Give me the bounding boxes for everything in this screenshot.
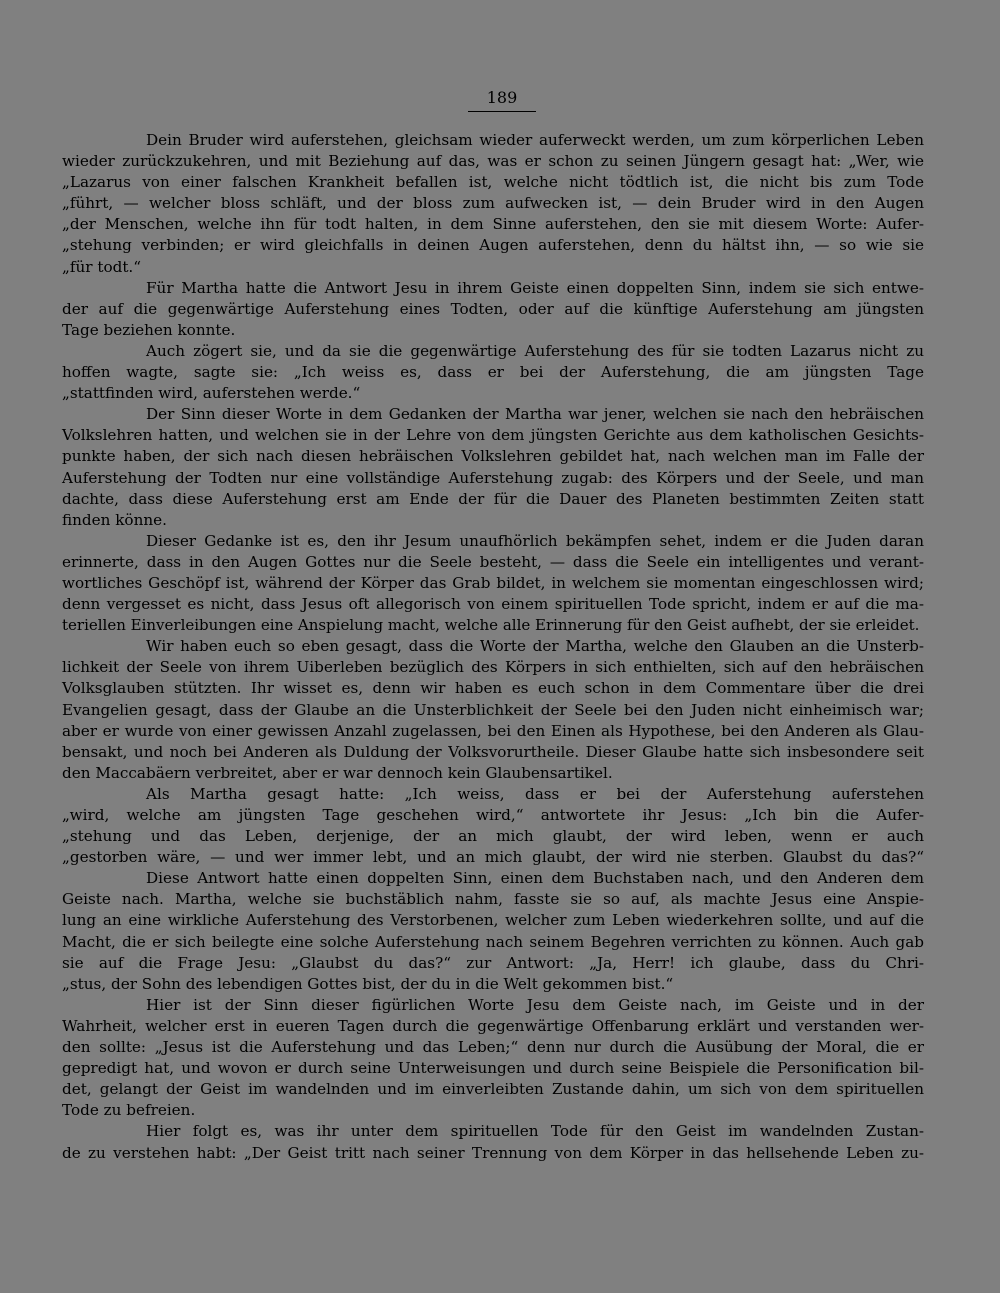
- text-line: „wird, welche am jüngsten Tage geschehen wird,“ antwortete ihr Jesus: „Ich bin die Aufer-: [62, 806, 924, 824]
- text-line: Evangelien gesagt, dass der Glaube an die Unsterblichkeit der Seele bei den Juden nicht einheimisch war;: [62, 700, 924, 719]
- text-line: dachte, dass diese Auferstehung erst am Ende der für die Dauer des Planeten bestimmten Zeiten statt: [62, 489, 924, 508]
- text-line: der auf die gegenwärtige Auferstehung eines Todten, oder auf die künftige Auferstehung am jüngsten: [62, 299, 924, 318]
- text-line: Der Sinn dieser Worte in dem Gedanken der Martha war jener, welchen sie nach den hebräischen: [146, 405, 924, 424]
- text-line: hoffen wagte, sagte sie: „Ich weiss es, dass er bei der Auferstehung, die am jüngsten Tage: [62, 363, 924, 382]
- text-line: Tage beziehen konnte.: [62, 320, 236, 339]
- text-line: aber er wurde von einer gewissen Anzahl zugelassen, bei den Einen als Hypothese, bei den Anderen als Glau-: [62, 721, 924, 740]
- text-line: Wahrheit, welcher erst in eueren Tagen durch die gegenwärtige Offenbarung erklärt und verstanden wer-: [62, 1016, 924, 1035]
- text-line: wortliches Geschöpf ist, während der Körper das Grab bildet, in welchem sie momentan eingeschlossen wird;: [62, 573, 924, 592]
- text-line: Dieser Gedanke ist es, den ihr Jesum unaufhörlich bekämpfen sehet, indem er die Juden daran: [146, 531, 924, 550]
- text-line: Diese Antwort hatte einen doppelten Sinn, einen dem Buchstaben nach, und den Anderen dem: [146, 869, 924, 888]
- text-line: Hier ist der Sinn dieser figürlichen Worte Jesu dem Geiste nach, im Geiste und in der: [146, 995, 924, 1014]
- text-line: „gestorben wäre, — und wer immer lebt, und an mich glaubt, der wird nie sterben. Glaubst du das?“: [62, 848, 924, 867]
- header-rule: [468, 111, 536, 112]
- text-line: punkte haben, der sich nach diesen hebräischen Volkslehren gebildet hat, nach welchen man im Falle der: [62, 447, 924, 466]
- text-line: Hier folgt es, was ihr unter dem spirituellen Tode für den Geist im wandelnden Zustan-: [146, 1122, 924, 1141]
- text-line: „führt, — welcher bloss schläft, und der bloss zum aufwecken ist, — dein Bruder wird in den Augen: [62, 194, 924, 213]
- text-line: „Lazarus von einer falschen Krankheit befallen ist, welche nicht tödtlich ist, die nicht bis zum Tode: [62, 173, 924, 192]
- text-line: „der Menschen, welche ihn für todt halten, in dem Sinne auferstehen, den sie mit diesem Worte: Aufer-: [62, 215, 924, 234]
- text-line: Tode zu befreien.: [62, 1101, 196, 1120]
- text-line: finden könne.: [62, 510, 167, 529]
- text-line: Wir haben euch so eben gesagt, dass die Worte der Martha, welche den Glauben an die Unsterb-: [146, 637, 924, 656]
- text-line: lichkeit der Seele von ihrem Uiberleben bezüglich des Körpers in sich enthielten, sich auf den hebräischen: [62, 658, 924, 677]
- text-line: Dein Bruder wird auferstehen, gleichsam wieder auferweckt werden, um zum körperlichen Leben: [146, 131, 924, 149]
- text-line: erinnerte, dass in den Augen Gottes nur die Seele besteht, — dass die Seele ein intelligentes und verant-: [62, 552, 924, 571]
- text-line: Für Martha hatte die Antwort Jesu in ihrem Geiste einen doppelten Sinn, indem sie sich entwe-: [146, 278, 924, 297]
- text-line: Auferstehung der Todten nur eine vollständige Auferstehung zugab: des Körpers und der Seele, und man: [62, 468, 924, 487]
- text-line: „stehung und das Leben, derjenige, der an mich glaubt, der wird leben, wenn er auch: [62, 827, 924, 846]
- text-line: de zu verstehen habt: „Der Geist tritt nach seiner Trennung von dem Körper in das hellsehende Leben zu-: [62, 1143, 924, 1162]
- text-line: lung an eine wirkliche Auferstehung des Verstorbenen, welcher zum Leben wiederkehren sollte, und auf die: [62, 911, 924, 930]
- text-line: wieder zurückzukehren, und mit Beziehung auf das, was er schon zu seinen Jüngern gesagt hat: „Wer, wie: [62, 152, 924, 171]
- text-line: Geiste nach. Martha, welche sie buchstäblich nahm, fasste sie so auf, als machte Jesus eine Anspie-: [62, 890, 924, 909]
- text-line: sie auf die Frage Jesu: „Glaubst du das?“ zur Antwort: „Ja, Herr! ich glaube, dass du Chri-: [62, 953, 924, 972]
- page-number: 189: [486, 88, 518, 107]
- text-line: „stus, der Sohn des lebendigen Gottes bist, der du in die Welt gekommen bist.“: [62, 974, 674, 993]
- text-line: Volksglauben stützten. Ihr wisset es, denn wir haben es euch schon in dem Commentare über die drei: [62, 679, 924, 698]
- text-line: Macht, die er sich beilegte eine solche Auferstehung nach seinem Begehren verrichten zu können. Auch gab: [62, 932, 924, 951]
- text-line: teriellen Einverleibungen eine Anspielung macht, welche alle Erinnerung für den Geist aufhebt, der sie erleidet.: [62, 616, 920, 635]
- text-line: Auch zögert sie, und da sie die gegenwärtige Auferstehung des für sie todten Lazarus nicht zu: [146, 341, 924, 360]
- text-line: bensakt, und noch bei Anderen als Duldung der Volksvorurtheile. Dieser Glaube hatte sich insbesondere seit: [62, 742, 924, 761]
- body-text: [62, 130, 924, 1164]
- text-line: den sollte: „Jesus ist die Auferstehung und das Leben;“ denn nur durch die Ausübung der Moral, die er: [62, 1038, 924, 1057]
- text-line: den Maccabäern verbreitet, aber er war dennoch kein Glaubensartikel.: [62, 763, 613, 782]
- text-line: „für todt.“: [62, 257, 142, 276]
- text-line: Als Martha gesagt hatte: „Ich weiss, dass er bei der Auferstehung auferstehen: [146, 784, 924, 803]
- text-line: „stattfinden wird, auferstehen werde.“: [62, 384, 361, 403]
- text-line: det, gelangt der Geist im wandelnden und im einverleibten Zustande dahin, um sich von dem spirituellen: [62, 1080, 924, 1099]
- text-line: denn vergesset es nicht, dass Jesus oft allegorisch von einem spirituellen Tode spricht, indem er auf die ma-: [62, 595, 924, 614]
- text-line: Volkslehren hatten, und welchen sie in der Lehre von dem jüngsten Gerichte aus dem katholischen Gesichts-: [62, 426, 924, 445]
- text-line: gepredigt hat, und wovon er durch seine Unterweisungen und durch seine Beispiele die Personification bil-: [62, 1059, 924, 1078]
- text-line: „stehung verbinden; er wird gleichfalls in deinen Augen auferstehen, denn du hältst ihn, — so wie sie: [62, 236, 924, 255]
